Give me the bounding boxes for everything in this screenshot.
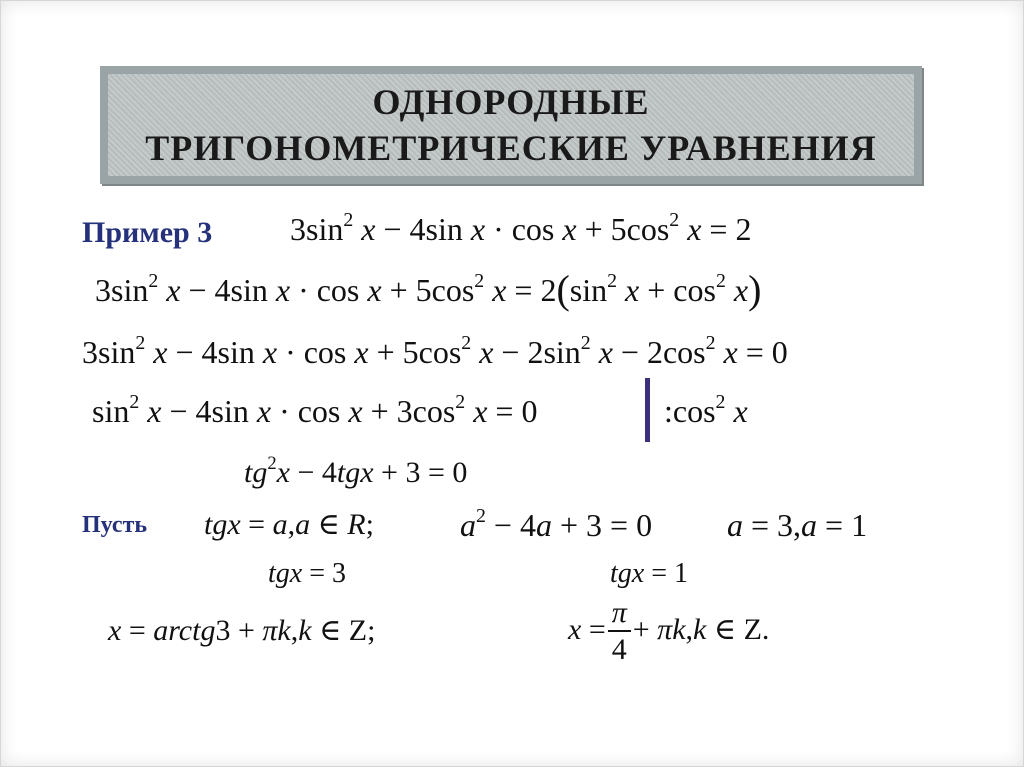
quadratic-in-a: $a^2 - 4a + 3 = 0$ xyxy=(460,505,653,543)
equation-line-2: $3\sin^2$ x − 4sin $x \cdot \cos x + 5\cos^2$ $x = 2(\sin^2$ $x + \cos^2 x$) xyxy=(95,267,762,312)
title-line-1: ОДНОРОДНЫЕ xyxy=(372,82,650,122)
let-label: Пусть xyxy=(82,512,148,538)
tgx-equals-3: tgx = 3 xyxy=(268,558,347,589)
equation-tangent-quadratic: $tg^2x - 4tgx + 3 = 0$ xyxy=(244,452,468,489)
equation-line-3: $3\sin^2$ x − 4sin $x \cdot \cos x + 5\cos^2$ $x - 2\sin^2$ $x - 2\cos^2$ x = 0 xyxy=(82,332,788,370)
solution-arctg: x = arctg3 + πk,k ∈ Z; xyxy=(108,614,376,647)
fraction-pi-over-4: $\frac{\pi}{4}$ xyxy=(608,596,631,668)
divide-by-cos-squared: $:\cos^2$ x xyxy=(664,391,748,429)
division-bar xyxy=(645,378,650,442)
equation-line-1: $3\sin^2$ x − 4sin $x \cdot \cos x + 5\cos^2$ x = 2 xyxy=(290,209,752,247)
title-line-2: ТРИГОНОМЕТРИЧЕСКИЕ УРАВНЕНИЯ xyxy=(145,128,877,168)
title-box xyxy=(100,66,922,184)
solution-pi-over-4: x = $\frac{\pi}{4}$ + πk,k ∈ Z. xyxy=(568,596,770,667)
tgx-equals-1: tgx = 1 xyxy=(610,558,689,589)
roots-of-a: a = 3,a = 1 xyxy=(727,507,868,543)
example-label: Пример 3 xyxy=(82,216,213,249)
substitution: tgx = a,a ∈ R; xyxy=(204,508,374,541)
equation-line-4: $\sin^2 x - 4\sin$ $x \cdot \cos x + 3\cos^2$ x = 0 xyxy=(92,391,538,429)
